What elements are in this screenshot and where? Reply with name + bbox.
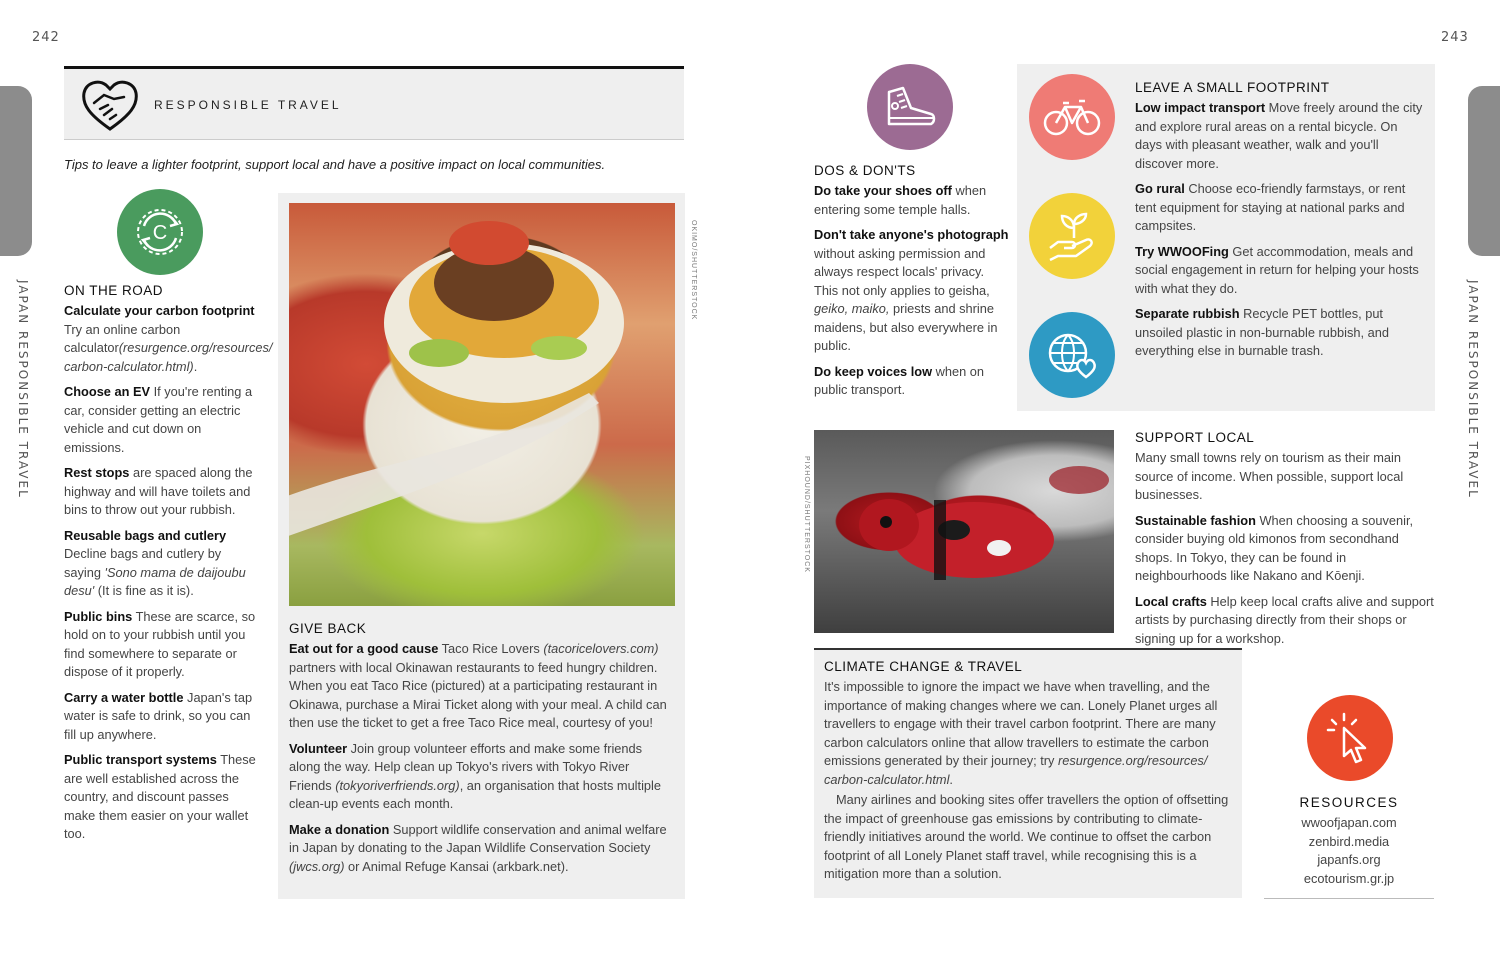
handshake-heart-icon	[80, 77, 140, 138]
small-footprint-item: Go rural Choose eco-friendly farmstays, or rent tent equipment for staying at national parks and campsites.	[1135, 181, 1406, 233]
give-back-heading: GIVE BACK	[289, 621, 367, 636]
resources-section	[1264, 795, 1434, 888]
on-the-road-heading: ON THE ROAD	[64, 283, 164, 298]
page-number-right: 243	[1441, 30, 1469, 45]
resource-link[interactable]: ecotourism.gr.jp	[1303, 870, 1395, 886]
food-photo-credit: OKIMO/SHUTTERSTOCK	[690, 220, 697, 321]
give-back-item: Eat out for a good cause Taco Rice Lovers (tacoricelovers.com) partners with local Okinawan restaurants to feed hungry children. When you eat Taco Rice (pictured) at a participating restaurant in Okinawa, purchase a Mirai Ticket along with your meal. A child can then use the ticket to get a free Taco Rice meal, courtesy of you!	[289, 641, 667, 730]
page-number-left: 242	[32, 30, 60, 45]
small-footprint-item: Low impact transport Move freely around the city and explore rural areas on a rental bicycle. On days with pleasant weather, walk and you'll discover more.	[1135, 100, 1423, 171]
dos-donts-heading: DOS & DON'TS	[814, 163, 916, 178]
on-the-road-section	[64, 283, 273, 851]
thumb-tab-right	[1468, 86, 1500, 256]
dos-donts-item: Don't take anyone's photograph without asking permission and always respect locals' privacy. This not only applies to geisha, geiko, maiko, priests and shrine maidens, but also everywhere in public.	[814, 227, 1009, 353]
plant-hand-icon	[1029, 193, 1115, 279]
on-the-road-item: Rest stops are spaced along the highway and will have toilets and bins to throw out your rubbish.	[64, 465, 253, 517]
support-local-item: Local crafts Help keep local crafts alive and support artists by purchasing directly from their shops or signing up for a workshop.	[1135, 593, 1434, 646]
intro-text: Tips to leave a lighter footprint, support local and have a positive impact on local communities.	[64, 157, 606, 172]
dos-donts-section	[814, 163, 1010, 407]
on-the-road-item: Carry a water bottle Japan's tap water is safe to drink, so you can fill up anywhere.	[64, 689, 253, 742]
give-back-section	[289, 621, 675, 883]
side-label-right: JAPAN RESPONSIBLE TRAVEL	[1466, 280, 1480, 499]
section-title: RESPONSIBLE TRAVEL	[154, 98, 342, 112]
cow-photo-credit: PIXHOUND/SHUTTERSTOCK	[803, 456, 810, 573]
on-the-road-item: Calculate your carbon footprint Try an online carbon calculator(resurgence.org/resources/ carbon-calculator.html).	[64, 303, 273, 374]
akabeko-photo	[814, 430, 1114, 633]
cursor-click-icon	[1307, 695, 1393, 781]
climate-change-box	[814, 648, 1242, 898]
small-footprint-heading: LEAVE A SMALL FOOTPRINT	[1135, 80, 1330, 95]
climate-paragraph-1: It's impossible to ignore the impact we have when travelling, and the importance of making changes where we can. Lonely Planet urges all travellers to engage with their travel carbon footprint. There are many carbon calculators online that allow travellers to estimate the carbon emissions generated by their journey; try resurgence.org/resources/ carbon-calculator.html.	[824, 679, 1218, 787]
small-footprint-item: Try WWOOFing Get accommodation, meals and social engagement in return for helping your hosts with what they do.	[1135, 243, 1419, 296]
side-label-left: JAPAN RESPONSIBLE TRAVEL	[16, 280, 30, 499]
resource-link[interactable]: wwoofjapan.com	[1301, 815, 1397, 830]
small-footprint-item: Separate rubbish Recycle PET bottles, put unsoiled plastic in non-burnable rubbish, and everything else in burnable trash.	[1135, 306, 1389, 358]
on-the-road-item: Public bins These are scarce, so hold on to your rubbish until you find somewhere to separate or dispose of it properly.	[64, 608, 256, 679]
on-the-road-item: Choose an EV If you're renting a car, consider getting an electric vehicle and cut down on emissions.	[64, 384, 253, 455]
carbon-cycle-icon	[117, 189, 203, 275]
resource-link[interactable]: zenbird.media	[1308, 833, 1390, 849]
on-the-road-item: Public transport systems These are well established across the country, and discount passes make them easier on your wallet too.	[64, 752, 256, 841]
sneaker-icon	[867, 64, 953, 150]
climate-paragraph-2: Many airlines and booking sites offer travellers the option of offsetting the impact of greenhouse gas emissions by contributing to climate-friendly initiatives around the world. We continue to offset the carbon footprint of all Lonely Planet staff travel, while recognising this is a mitigation more than a solution.	[824, 792, 1229, 881]
small-footprint-section	[1135, 80, 1425, 368]
support-local-heading: SUPPORT LOCAL	[1135, 430, 1255, 445]
globe-heart-icon	[1029, 312, 1115, 398]
climate-heading: CLIMATE CHANGE & TRAVEL	[824, 659, 1023, 674]
on-the-road-item: Reusable bags and cutlery Decline bags and cutlery by saying 'Sono mama de daijoubu desu' (It is fine as it is).	[64, 527, 246, 598]
give-back-item: Make a donation Support wildlife conservation and animal welfare in Japan by donating to the Japan Wildlife Conservation Society (jwcs.org) or Animal Refuge Kansai (arkbark.net).	[289, 821, 667, 874]
resources-heading: RESOURCES	[1299, 795, 1399, 810]
resource-link[interactable]: japanfs.org	[1317, 852, 1381, 867]
svg-text:C: C	[152, 222, 168, 244]
bicycle-icon	[1029, 74, 1115, 160]
give-back-item: Volunteer Join group volunteer efforts and make some friends along the way. Help clean up Tokyo's rivers with Tokyo River Friends (tokyoriverfriends.org), an organisation that hosts multiple clean-up events each month.	[289, 740, 662, 811]
thumb-tab-left	[0, 86, 32, 256]
section-header	[64, 66, 684, 140]
resources-rule	[1264, 898, 1434, 899]
support-local-item: Sustainable fashion When choosing a souvenir, consider buying old kimonos from secondhand shops. In Tokyo, they can be found in neighbourhoods like Nakano and Kōenji.	[1135, 512, 1414, 583]
taco-rice-photo	[289, 203, 675, 606]
support-local-section	[1135, 430, 1435, 655]
dos-donts-item: Do keep voices low when on public transport.	[814, 363, 984, 397]
dos-donts-item: Do take your shoes off when entering some temple halls.	[814, 183, 987, 217]
support-local-intro: Many small towns rely on tourism as their main source of income. When possible, support local businesses.	[1135, 450, 1404, 502]
